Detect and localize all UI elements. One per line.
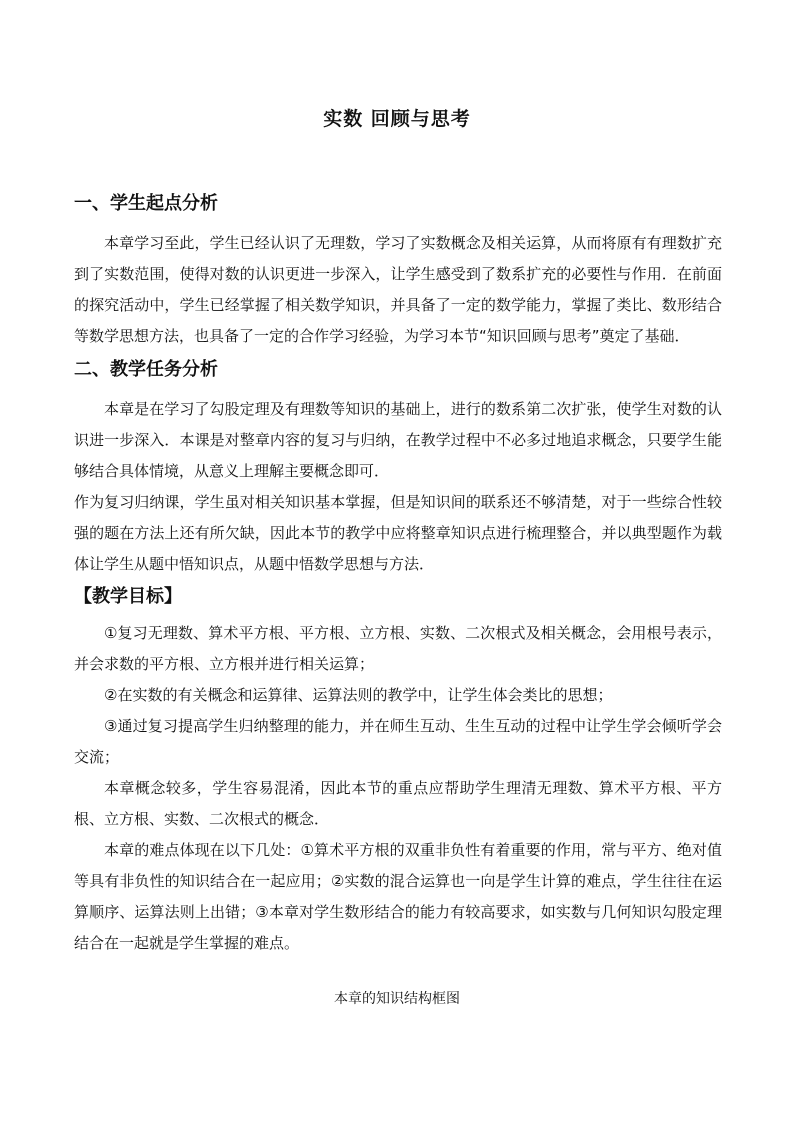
section-heading-student-analysis: 一、学生起点分析 <box>74 193 218 214</box>
document-body <box>74 190 722 959</box>
knowledge-structure-caption: 本章的知识结构框图 <box>334 991 460 1007</box>
page-title: 实数 回顾与思考 <box>323 108 471 130</box>
section-heading-task-analysis: 二、教学任务分析 <box>74 359 218 380</box>
objective-item-3: ③通过复习提高学生归纳整理的能力，并在师生互动、生生互动的过程中让学生学会倾听学会交流； <box>74 717 722 766</box>
task-analysis-paragraph-2: 作为复习归纳课，学生虽对相关知识基本掌握，但是知识间的联系还不够清楚，对于一些综合性较强的题在方法上还有所欠缺，因此本节的教学中应将整章知识点进行梳理整合，并以典型题作为载体让学生从题中悟知识点，从题中悟数学思想与方法． <box>74 493 722 573</box>
section-heading-objectives: 【教学目标】 <box>74 586 182 607</box>
task-analysis-paragraph-1: 本章是在学习了勾股定理及有理数等知识的基础上，进行的数系第二次扩张，使学生对数的认识进一步深入．本课是对整章内容的复习与归纳，在教学过程中不必多过地追求概念，只要学生能够结合具体情境，从意义上理解主要概念即可． <box>74 400 722 480</box>
objective-item-1: ①复习无理数、算术平方根、平方根、立方根、实数、二次根式及相关概念，会用根号表示，并会求数的平方根、立方根并进行相关运算； <box>74 624 722 673</box>
objective-item-2: ②在实数的有关概念和运算律、运算法则的教学中，让学生体会类比的思想； <box>104 686 613 704</box>
difficulties-paragraph: 本章的难点体现在以下几处：①算术平方根的双重非负性有着重要的作用，常与平方、绝对值等具有非负性的知识结合在一起应用；②实数的混合运算也一向是学生计算的难点，学生往往在运算顺序、运算法则上出错；③本章对学生数形结合的能力有较高要求，如实数与几何知识勾股定理结合在一起就是学生掌握的难点。 <box>74 841 722 952</box>
student-analysis-paragraph: 本章学习至此，学生已经认识了无理数，学习了实数概念及相关运算，从而将原有有理数扩充到了实数范围，使得对数的认识更进一步深入，让学生感受到了数系扩充的必要性与作用．在前面的探究活动中，学生已经掌握了相关数学知识，并具备了一定的数学能力，掌握了类比、数形结合等数学思想方法，也具备了一定的合作学习经验，为学习本节“知识回顾与思考”奠定了基础． <box>74 234 722 345</box>
key-points-paragraph: 本章概念较多，学生容易混淆，因此本节的重点应帮助学生理清无理数、算术平方根、平方根、立方根、实数、二次根式的概念． <box>74 779 722 828</box>
